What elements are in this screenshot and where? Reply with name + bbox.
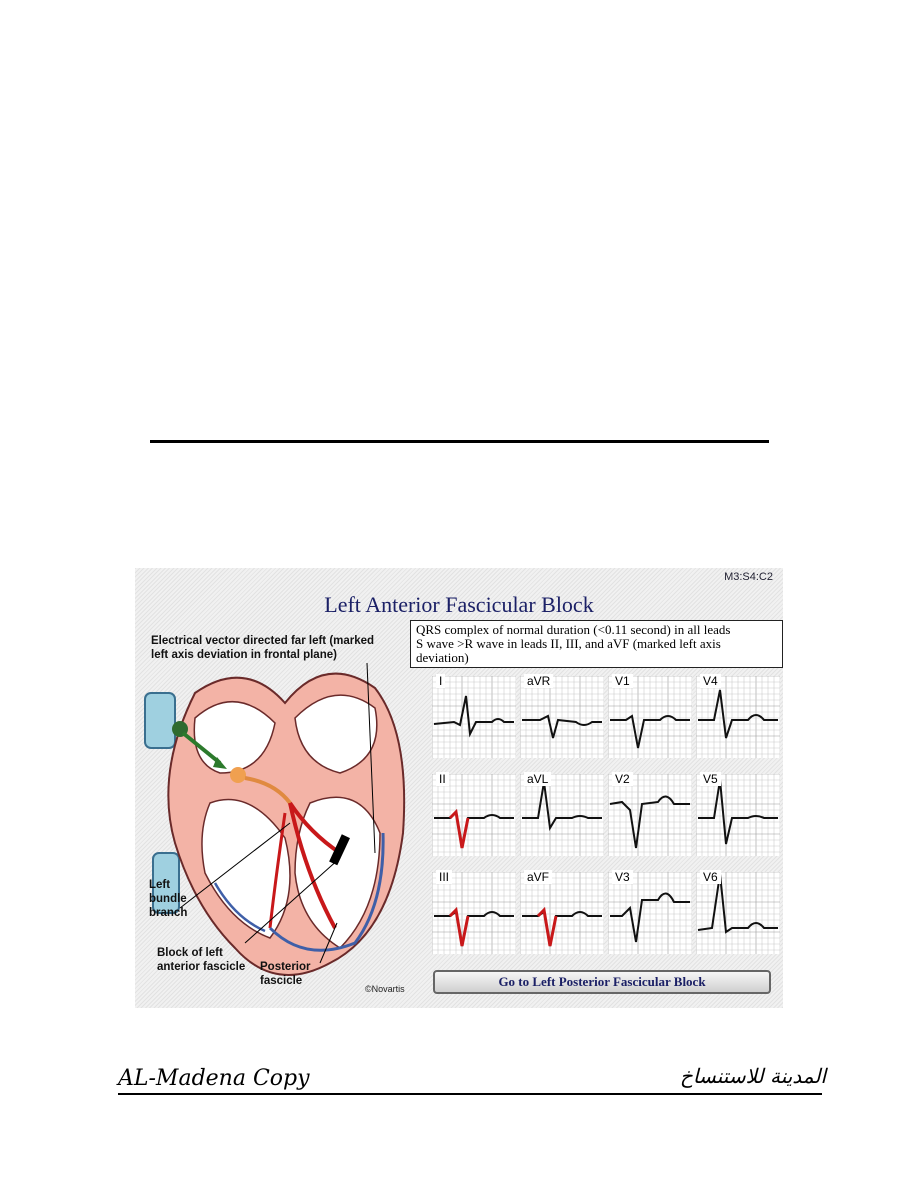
ecg-lead-label: aVL <box>524 772 551 786</box>
ecg-trace-panel <box>520 676 604 758</box>
ecg-lead-v4 <box>696 676 780 758</box>
slide-figure <box>135 568 783 1008</box>
ecg-trace-panel <box>520 872 604 954</box>
footer-right-brand: المدينة للاستنساخ <box>679 1064 826 1088</box>
vena-cava-top <box>145 693 175 748</box>
go-to-posterior-block-button[interactable]: Go to Left Posterior Fascicular Block <box>433 970 771 994</box>
ecg-lead-label: V4 <box>700 674 721 688</box>
ecg-lead-label: II <box>436 772 449 786</box>
info-box: QRS complex of normal duration (<0.11 second) in all leads S wave >R wave in leads II, III, and aVF (marked left axis deviation) <box>410 620 783 668</box>
footer-divider <box>118 1093 822 1095</box>
ecg-lead-avr <box>520 676 604 758</box>
ecg-lead-label: V2 <box>612 772 633 786</box>
ecg-trace-panel <box>608 676 692 758</box>
block-label: Block of left anterior fascicle <box>157 947 246 973</box>
ecg-trace-panel <box>520 774 604 856</box>
footer-left-brand: AL-Madena Copy <box>118 1066 310 1091</box>
ecg-lead-label: aVR <box>524 674 553 688</box>
ecg-lead-avl <box>520 774 604 856</box>
ecg-lead-v3 <box>608 872 692 954</box>
ecg-trace-panel <box>432 774 516 856</box>
ecg-lead-v6 <box>696 872 780 954</box>
ecg-trace-panel <box>432 872 516 954</box>
ecg-lead-v1 <box>608 676 692 758</box>
ecg-trace-panel <box>696 676 780 758</box>
ecg-lead-label: aVF <box>524 870 552 884</box>
ecg-lead-label: V6 <box>700 870 721 884</box>
ecg-trace-panel <box>608 872 692 954</box>
ecg-lead-label: V3 <box>612 870 633 884</box>
ecg-lead-i <box>432 676 516 758</box>
ecg-trace-panel <box>696 872 780 954</box>
ecg-lead-avf <box>520 872 604 954</box>
ecg-lead-label: I <box>436 674 445 688</box>
ecg-lead-ii <box>432 774 516 856</box>
ecg-lead-iii <box>432 872 516 954</box>
ecg-lead-label: V5 <box>700 772 721 786</box>
av-node <box>230 767 246 783</box>
vector-caption: Electrical vector directed far left (marked left axis deviation in frontal plane) <box>151 635 375 661</box>
ecg-trace-panel <box>432 676 516 758</box>
slide-code: M3:S4:C2 <box>724 571 773 583</box>
ecg-trace-panel <box>696 774 780 856</box>
ecg-lead-v5 <box>696 774 780 856</box>
ecg-trace-panel <box>608 774 692 856</box>
novartis-copyright: ©Novartis <box>365 984 405 994</box>
ecg-lead-label: III <box>436 870 452 884</box>
ecg-lead-label: V1 <box>612 674 633 688</box>
left-bundle-branch-label: Left bundle branch <box>149 879 188 919</box>
ecg-lead-v2 <box>608 774 692 856</box>
posterior-fascicle-label: Posterior fascicle <box>260 961 311 987</box>
top-divider <box>150 440 769 443</box>
slide-title: Left Anterior Fascicular Block <box>324 592 594 617</box>
